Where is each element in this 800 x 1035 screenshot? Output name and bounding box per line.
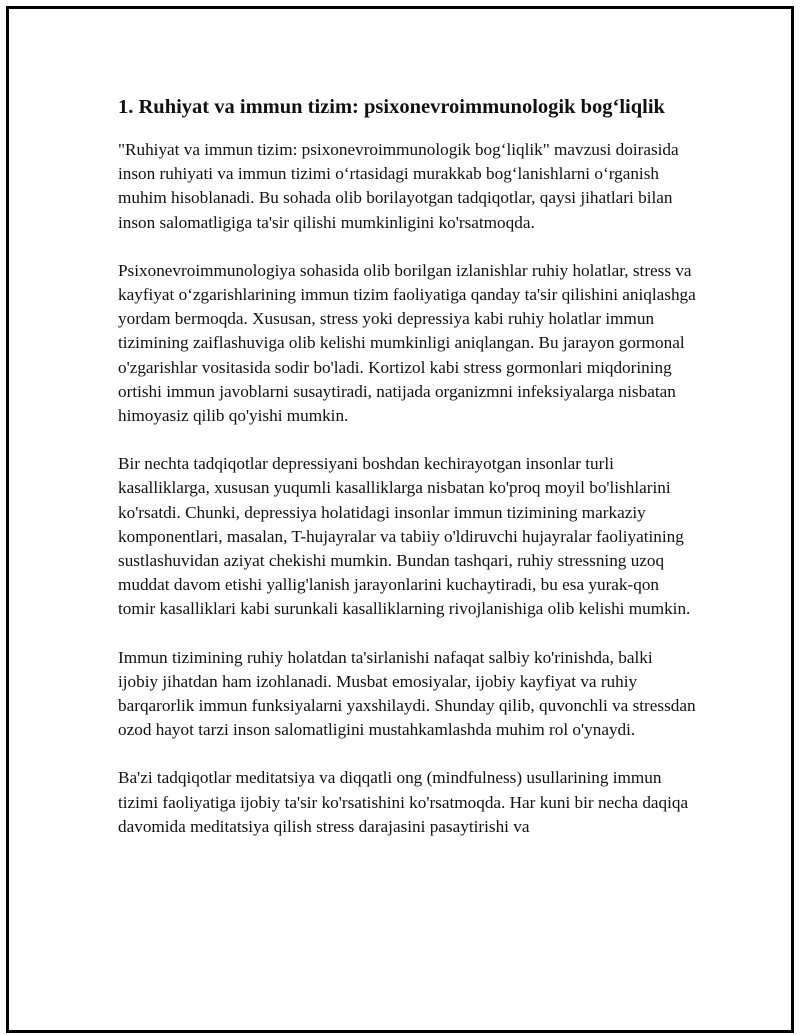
section-heading: 1. Ruhiyat va immun tizim: psixonevroimmunologik bog‘liqlik [118, 96, 665, 118]
document-body [118, 93, 696, 863]
paragraph: Bir nechta tadqiqotlar depressiyani boshdan kechirayotgan insonlar turli kasalliklarga, xususan yuqumli kasalliklarga nisbatan ko'proq moyil bo'lishlarini ko'rsatdi. Chunki, depressiya holatidagi insonlar immun tizimining markaziy komponentlari, masalan, T-hujayralar va tabiiy o'ldiruvchi hujayralar faoliyatining sustlashuvidan aziyat chekishi mumkin. Bundan tashqari, ruhiy stressning uzoq muddat davom etishi yallig'lanish jarayonlarini kuchaytiradi, bu esa yurak-qon tomir kasalliklari kabi surunkali kasalliklarning rivojlanishiga olib kelishi mumkin. [118, 454, 691, 619]
paragraph: Ba'zi tadqiqotlar meditatsiya va diqqatli ong (mindfulness) usullarining immun tizimi faoliyatiga ijobiy ta'sir ko'rsatishini ko'rsatmoqda. Har kuni bir necha daqiqa davomida meditatsiya qilish stress darajasini pasaytirishi va [118, 768, 689, 836]
paragraph: Psixonevroimmunologiya sohasida olib borilgan izlanishlar ruhiy holatlar, stress va kayfiyat o‘zgarishlarining immun tizim faoliyatiga qanday ta'sir qilishini aniqlashga yordam bermoqda. Xususan, stress yoki depressiya kabi ruhiy holatlar immun tizimining zaiflashuviga olib kelishi mumkinligi aniqlangan. Bu jarayon gormonal o'zgarishlar vositasida sodir bo'ladi. Kortizol kabi stress gormonlari miqdorining ortishi immun javoblarni susaytiradi, natijada organizmni infeksiyalarga nisbatan himoyasiz qilib qo'yishi mumkin. [118, 260, 696, 426]
document-page [6, 6, 794, 1033]
paragraph: Immun tizimining ruhiy holatdan ta'sirlanishi nafaqat salbiy ko'rinishda, balki ijobiy jihatdan ham izohlanadi. Musbat emosiyalar, ijobiy kayfiyat va ruhiy barqarorlik immun funksiyalarni yaxshilaydi. Shunday qilib, quvonchli va stressdan ozod hayot tarzi inson salomatligini mustahkamlashda muhim rol o'ynaydi. [118, 647, 696, 740]
paragraph: "Ruhiyat va immun tizim: psixonevroimmunologik bog‘liqlik" mavzusi doirasida inson ruhiyati va immun tizimi o‘rtasidagi murakkab bog‘lanishlarni o‘rganish muhim hisoblanadi. Bu sohada olib borilayotgan tadqiqotlar, qaysi jihatlari bilan inson salomatligiga ta'sir qilishi mumkinligini ko'rsatmoqda. [118, 140, 679, 232]
